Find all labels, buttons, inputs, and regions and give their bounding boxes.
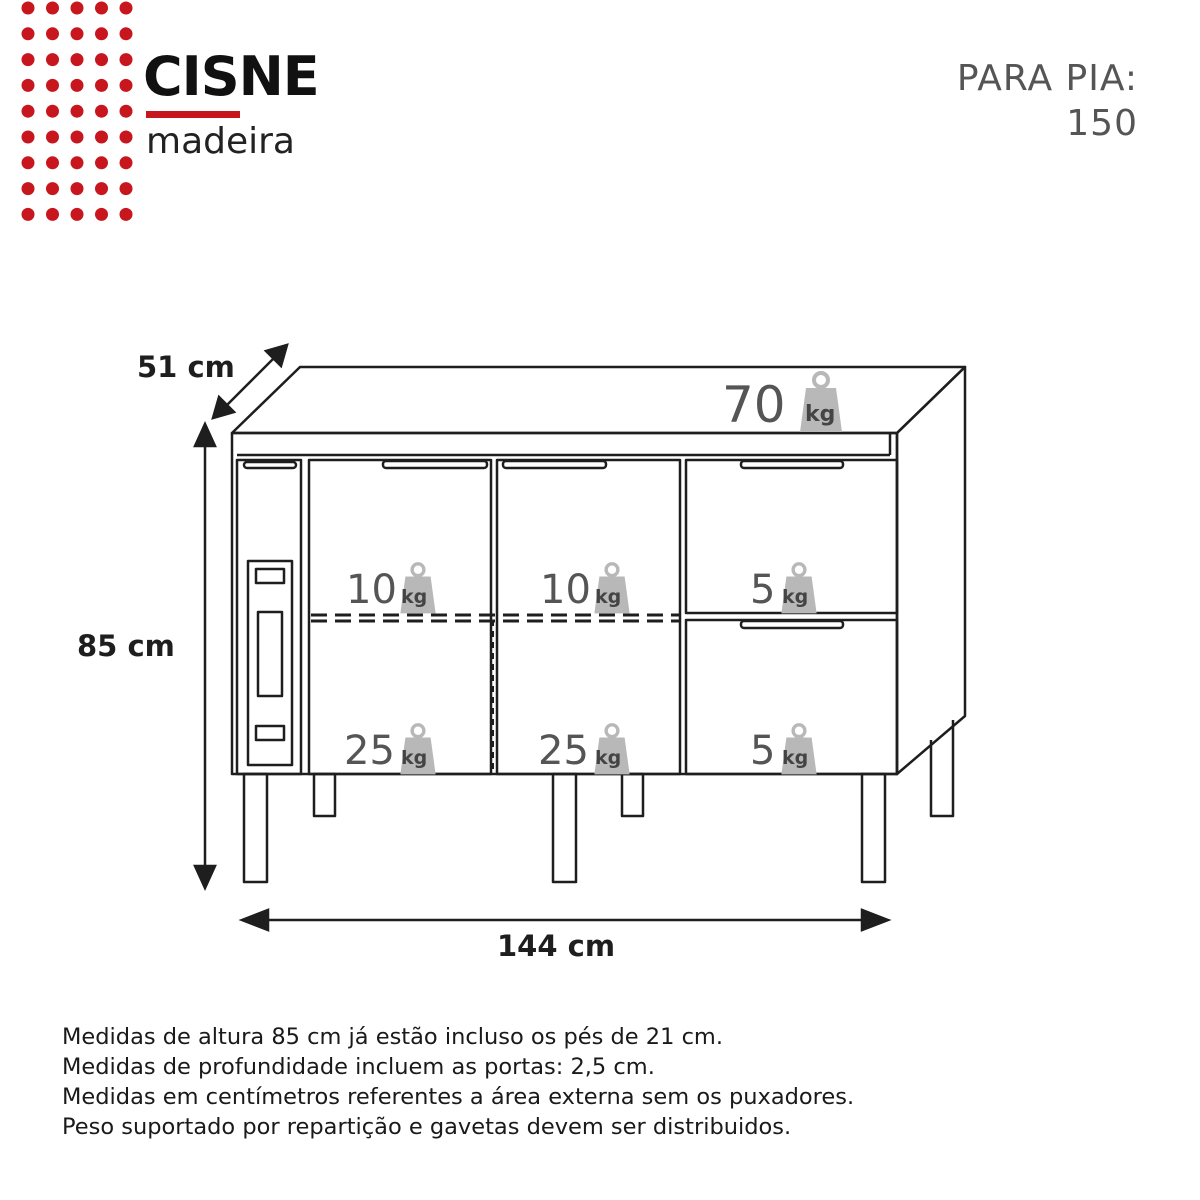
width-arrow-left [242,910,268,930]
leg [314,774,335,816]
leg [622,774,643,816]
load-value: 5 [750,728,776,774]
leg [553,774,576,882]
load-value: 10 [540,567,591,613]
height-label: 85 cm [77,629,175,663]
load-value: 10 [346,567,397,613]
leg [244,774,267,882]
load-door-left-lower [344,725,436,775]
height-arrow-top [195,424,215,446]
sink-size-title: PARA PIA: [956,58,1138,99]
load-unit: kg [782,586,809,608]
height-arrow-bottom [195,866,215,888]
leg [862,774,885,882]
load-drawer-lower [750,725,817,775]
load-door-mid-lower [538,725,630,775]
note-line: Peso suportado por repartição e gavetas devem ser distribuidos. [62,1114,792,1140]
brand-name: CISNE [143,45,319,108]
load-unit: kg [595,747,622,769]
door-middle [497,460,680,774]
cabinet-top [232,367,965,433]
cabinet-side [897,367,965,774]
load-drawer-upper [750,564,817,614]
depth-label: 51 cm [137,350,235,384]
load-value: 70 [722,376,786,434]
note-line: Medidas de profundidade incluem as portas: 2,5 cm. [62,1054,655,1080]
load-value: 5 [750,567,776,613]
load-unit: kg [401,747,428,769]
load-unit: kg [805,402,836,427]
note-line: Medidas de altura 85 cm já estão incluso os pés de 21 cm. [62,1024,724,1050]
load-unit: kg [595,586,622,608]
brand-subtitle: madeira [146,121,295,162]
load-value: 25 [538,728,589,774]
load-top [722,373,842,434]
width-arrow-right [862,910,888,930]
width-label: 144 cm [497,929,616,963]
note-line: Medidas em centímetros referentes a área externa sem os puxadores. [62,1084,855,1110]
load-door-left-upper [346,564,436,614]
load-door-mid-upper [540,564,630,614]
load-unit: kg [782,747,809,769]
door-left [309,460,491,774]
column-handle [248,561,292,765]
notes [62,1022,854,1142]
load-value: 25 [344,728,395,774]
sink-size-value: 150 [1066,103,1138,144]
load-unit: kg [401,586,428,608]
